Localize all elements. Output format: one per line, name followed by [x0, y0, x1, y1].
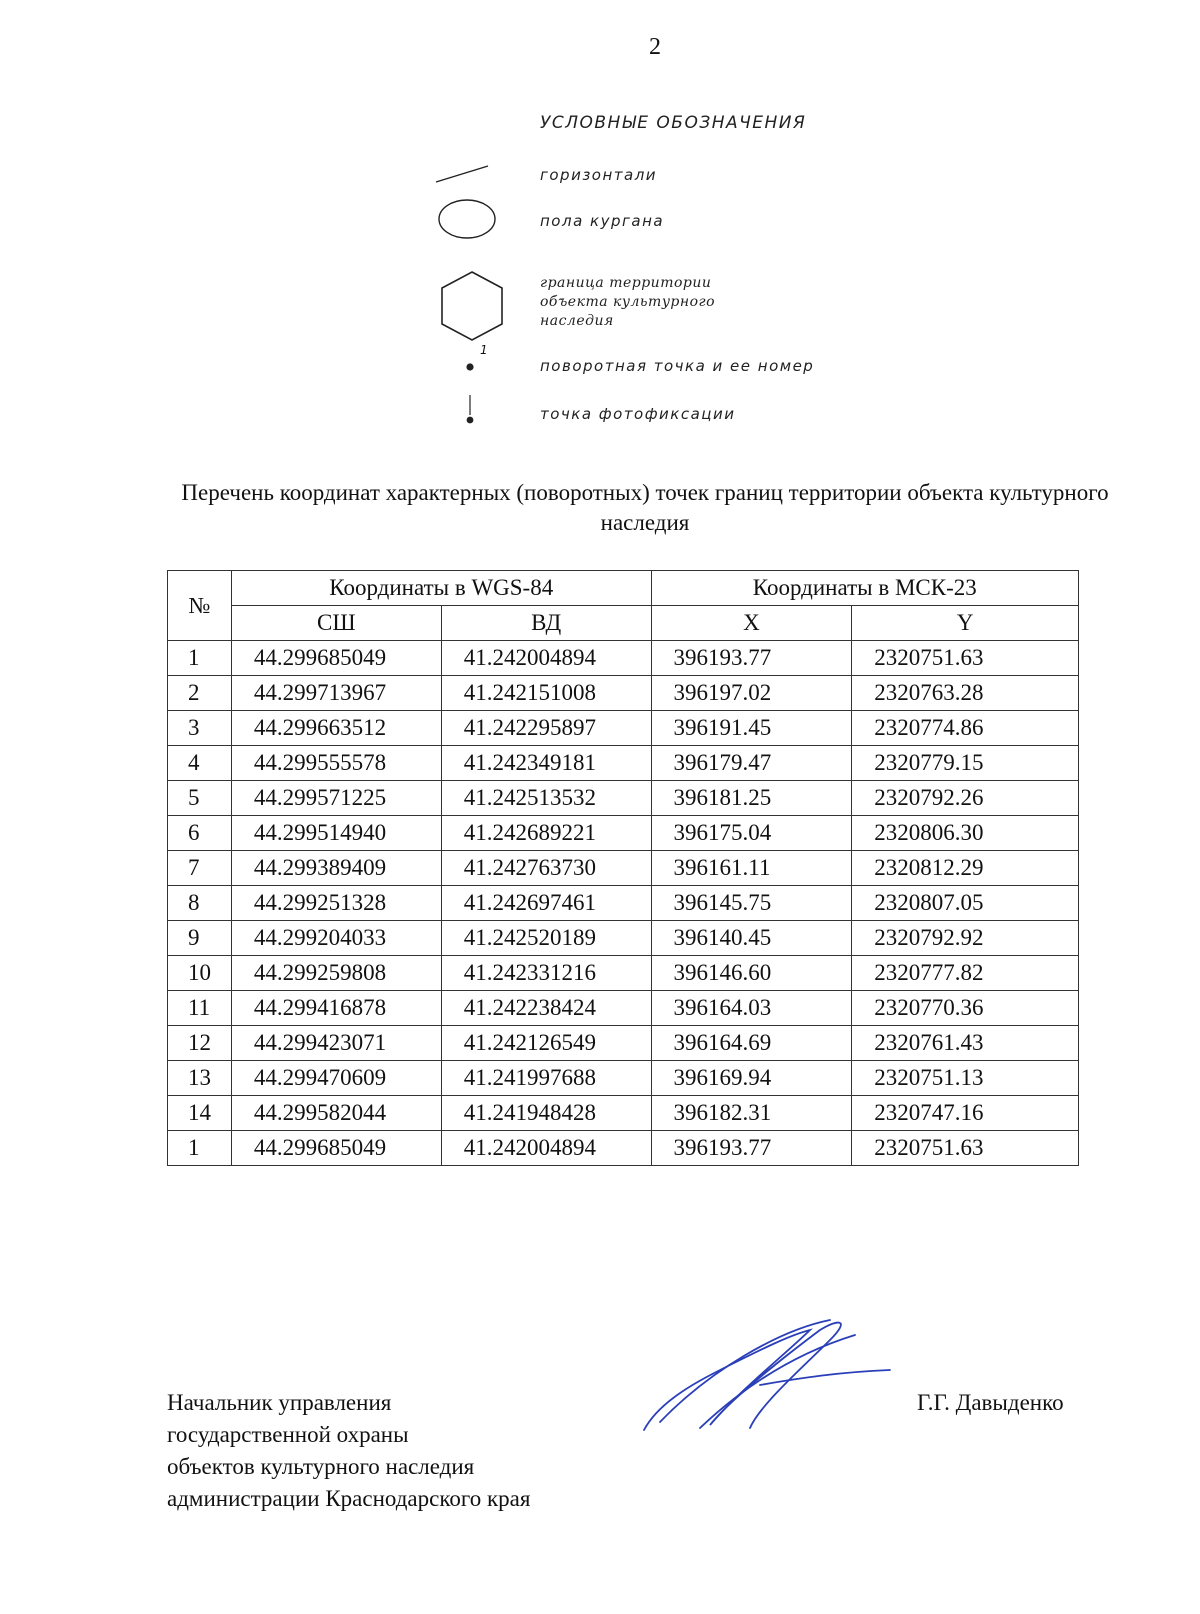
coordinate-cell: 2320770.36 [852, 991, 1079, 1026]
coordinate-cell: 396179.47 [651, 746, 852, 781]
coordinate-cell: 396181.25 [651, 781, 852, 816]
number-column-header: № [168, 571, 232, 641]
latitude-column-header: СШ [231, 606, 441, 641]
signer-name: Г.Г. Давыденко [917, 1390, 1064, 1415]
coordinate-cell: 41.242295897 [441, 711, 651, 746]
coordinate-cell: 41.242689221 [441, 816, 651, 851]
position-line: государственной охраны [167, 1422, 409, 1447]
hexagon-icon [436, 268, 508, 346]
table-row [168, 676, 1079, 711]
legend-label-boundary: граница территории объекта культурного наследия [540, 275, 716, 329]
table-group-header-row [168, 571, 1079, 606]
coordinate-cell: 41.241948428 [441, 1096, 651, 1131]
coordinate-cell: 396161.11 [651, 851, 852, 886]
coordinate-cell: 396164.69 [651, 1026, 852, 1061]
coordinate-cell: 44.299423071 [231, 1026, 441, 1061]
coordinate-cell: 41.242763730 [441, 851, 651, 886]
coordinate-cell: 2320751.63 [852, 1131, 1079, 1166]
point-number-cell: 11 [168, 991, 232, 1026]
table-row [168, 956, 1079, 991]
table-row [168, 816, 1079, 851]
coordinate-cell: 2320747.16 [852, 1096, 1079, 1131]
table-row [168, 886, 1079, 921]
table-row [168, 1131, 1079, 1166]
point-number-cell: 2 [168, 676, 232, 711]
coordinate-cell: 2320812.29 [852, 851, 1079, 886]
longitude-column-header: ВД [441, 606, 651, 641]
coordinate-cell: 41.242004894 [441, 1131, 651, 1166]
handwritten-signature [640, 1310, 900, 1440]
point-number-cell: 1 [168, 641, 232, 676]
coordinate-cell: 44.299571225 [231, 781, 441, 816]
coordinate-cell: 44.299713967 [231, 676, 441, 711]
point-number-cell: 13 [168, 1061, 232, 1096]
coordinate-cell: 41.242126549 [441, 1026, 651, 1061]
coordinate-cell: 396197.02 [651, 676, 852, 711]
coordinate-cell: 41.242520189 [441, 921, 651, 956]
coordinate-cell: 44.299555578 [231, 746, 441, 781]
coordinate-cell: 44.299685049 [231, 641, 441, 676]
table-row [168, 641, 1079, 676]
coordinate-cell: 44.299582044 [231, 1096, 441, 1131]
coordinate-cell: 396164.03 [651, 991, 852, 1026]
coordinate-cell: 41.242151008 [441, 676, 651, 711]
coordinate-cell: 2320807.05 [852, 886, 1079, 921]
coordinate-cell: 41.242349181 [441, 746, 651, 781]
turning-point-number: 1 [480, 343, 488, 357]
table-row [168, 781, 1079, 816]
point-number-cell: 7 [168, 851, 232, 886]
dot-icon [462, 359, 478, 375]
coordinate-cell: 41.242238424 [441, 991, 651, 1026]
table-row [168, 711, 1079, 746]
coordinate-cell: 396146.60 [651, 956, 852, 991]
table-column-header-row [168, 606, 1079, 641]
coordinate-cell: 44.299470609 [231, 1061, 441, 1096]
coordinate-cell: 2320779.15 [852, 746, 1079, 781]
coordinate-cell: 396182.31 [651, 1096, 852, 1131]
table-row [168, 991, 1079, 1026]
point-number-cell: 9 [168, 921, 232, 956]
contour-line-icon [432, 162, 492, 186]
point-number-cell: 12 [168, 1026, 232, 1061]
legend-label-mound: пола кургана [540, 212, 665, 230]
coordinate-cell: 396191.45 [651, 711, 852, 746]
point-number-cell: 6 [168, 816, 232, 851]
page-number: 2 [649, 34, 661, 60]
signature-position [167, 1387, 530, 1515]
coordinate-cell: 41.241997688 [441, 1061, 651, 1096]
coordinate-cell: 2320806.30 [852, 816, 1079, 851]
point-number-cell: 8 [168, 886, 232, 921]
legend-label-turning-point: поворотная точка и ее номер [540, 357, 815, 375]
point-number-cell: 4 [168, 746, 232, 781]
coordinate-cell: 44.299251328 [231, 886, 441, 921]
coordinate-cell: 2320761.43 [852, 1026, 1079, 1061]
coordinate-cell: 44.299259808 [231, 956, 441, 991]
legend-label-photo-point: точка фотофиксации [540, 405, 736, 423]
coordinate-cell: 396193.77 [651, 641, 852, 676]
table-row [168, 851, 1079, 886]
position-line: объектов культурного наследия [167, 1454, 475, 1479]
coordinate-cell: 44.299663512 [231, 711, 441, 746]
coordinate-cell: 41.242513532 [441, 781, 651, 816]
coordinate-cell: 44.299416878 [231, 991, 441, 1026]
table-row [168, 1026, 1079, 1061]
coordinate-cell: 44.299204033 [231, 921, 441, 956]
coordinate-cell: 41.242004894 [441, 641, 651, 676]
point-number-cell: 3 [168, 711, 232, 746]
table-row [168, 1096, 1079, 1131]
position-line: Начальник управления [167, 1390, 392, 1415]
point-number-cell: 1 [168, 1131, 232, 1166]
y-column-header: Y [852, 606, 1079, 641]
coordinate-cell: 396169.94 [651, 1061, 852, 1096]
coordinate-cell: 2320751.63 [852, 641, 1079, 676]
legend-title: УСЛОВНЫЕ ОБОЗНАЧЕНИЯ [540, 113, 807, 133]
coordinate-cell: 2320792.26 [852, 781, 1079, 816]
msk23-group-header: Координаты в МСК-23 [651, 571, 1078, 606]
coordinate-cell: 44.299685049 [231, 1131, 441, 1166]
coordinate-cell: 2320777.82 [852, 956, 1079, 991]
coordinate-cell: 41.242331216 [441, 956, 651, 991]
coordinate-cell: 44.299514940 [231, 816, 441, 851]
table-body [168, 641, 1079, 1166]
table-row [168, 746, 1079, 781]
coordinate-cell: 396140.45 [651, 921, 852, 956]
coordinate-cell: 2320774.86 [852, 711, 1079, 746]
coordinate-cell: 396193.77 [651, 1131, 852, 1166]
point-number-cell: 5 [168, 781, 232, 816]
photo-point-icon [462, 393, 478, 427]
coordinate-cell: 41.242697461 [441, 886, 651, 921]
table-row [168, 1061, 1079, 1096]
point-number-cell: 10 [168, 956, 232, 991]
table-heading: Перечень координат характерных (поворотных) точек границ территории объекта культурного наследия [181, 480, 1109, 535]
legend-label-contours: горизонтали [540, 166, 658, 184]
x-column-header: X [651, 606, 852, 641]
coordinates-table [167, 570, 1079, 1166]
coordinate-cell: 396175.04 [651, 816, 852, 851]
coordinate-cell: 44.299389409 [231, 851, 441, 886]
coordinate-cell: 2320763.28 [852, 676, 1079, 711]
ellipse-icon [436, 196, 500, 242]
coordinate-cell: 2320751.13 [852, 1061, 1079, 1096]
coordinate-cell: 396145.75 [651, 886, 852, 921]
point-number-cell: 14 [168, 1096, 232, 1131]
table-row [168, 921, 1079, 956]
wgs84-group-header: Координаты в WGS-84 [231, 571, 651, 606]
position-line: администрации Краснодарского края [167, 1486, 531, 1511]
coordinate-cell: 2320792.92 [852, 921, 1079, 956]
